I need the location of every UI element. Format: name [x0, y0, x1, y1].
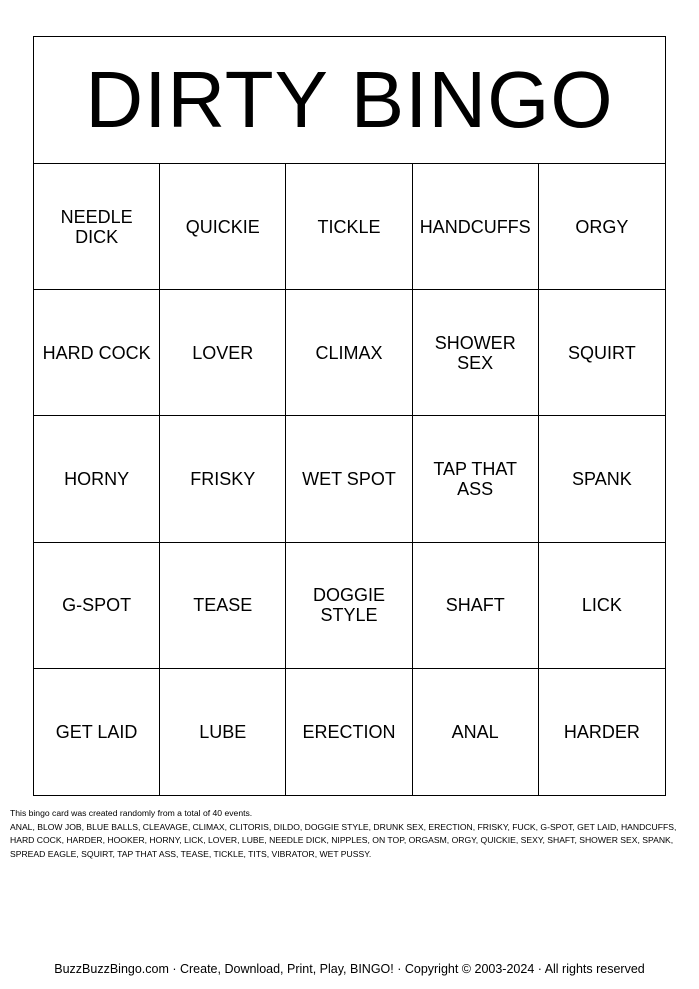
bingo-cell [34, 416, 160, 542]
bingo-cell [413, 669, 539, 795]
event-list: ANAL, BLOW JOB, BLUE BALLS, CLEAVAGE, CLIMAX, CLITORIS, DILDO, DOGGIE STYLE, DRUNK SEX, ERECTION, FRISKY, FUCK, G-SPOT, GET LAID, HANDCUFFS, HARD COCK, HARDER, HOOKER, HORNY, LICK, LOVER, LUBE, NEEDLE DICK, NIPPLES, ON TOP, ORGASM, ORGY, QUICKIE, SEXY, SHAFT, SHOWER SEX, SPANK, SPREAD EAGLE, SQUIRT, TAP THAT ASS, TEASE, TICKLE, TITS, VIBRATOR, WET PUSSY. [10, 821, 677, 859]
bingo-cell [413, 416, 539, 542]
card-info [10, 807, 692, 861]
bingo-cell [34, 669, 160, 795]
bingo-cell-text: QUICKIE [185, 216, 260, 237]
bingo-cell-text: TEASE [193, 595, 253, 616]
bingo-cell-text: ORGY [575, 216, 629, 237]
bingo-cell [160, 416, 286, 542]
bingo-cell [34, 164, 160, 290]
bingo-cell-text: ANAL [451, 721, 499, 742]
bingo-cell [413, 290, 539, 416]
bingo-cell [413, 543, 539, 669]
bingo-cell [539, 669, 665, 795]
bingo-cell-text: WET SPOT [302, 468, 396, 489]
bingo-cell [286, 669, 412, 795]
bingo-cell [160, 669, 286, 795]
bingo-cell [286, 164, 412, 290]
bingo-card [33, 36, 666, 796]
bingo-cell-text: LOVER [192, 342, 254, 363]
bingo-cell-text: SHAFT [445, 595, 505, 616]
bingo-cell [160, 290, 286, 416]
bingo-cell-text: NEEDLE DICK [60, 206, 133, 247]
bingo-cell-text: LUBE [199, 721, 247, 742]
bingo-title: DIRTY BINGO [85, 55, 614, 144]
bingo-cell-text: LICK [581, 595, 622, 616]
bingo-cell-text: ERECTION [302, 721, 396, 742]
bingo-cell [286, 416, 412, 542]
bingo-cell [413, 164, 539, 290]
bingo-cell [286, 290, 412, 416]
bingo-cell [286, 543, 412, 669]
bingo-cell [539, 290, 665, 416]
bingo-cell-text: HARDER [563, 721, 640, 742]
bingo-cell-text: TICKLE [317, 216, 381, 237]
bingo-cell-text: GET LAID [55, 721, 138, 742]
bingo-cell-text: FRISKY [190, 468, 256, 489]
bingo-cell [539, 416, 665, 542]
bingo-cell [160, 164, 286, 290]
bingo-cell-text: SHOWER SEX [434, 332, 516, 373]
bingo-cell-text: HANDCUFFS [419, 216, 531, 237]
bingo-cell-text: SPANK [572, 468, 632, 489]
bingo-cell-text: HARD COCK [42, 342, 151, 363]
bingo-cell-text: TAP THAT ASS [433, 458, 518, 499]
bingo-cell-text: DOGGIE STYLE [312, 585, 385, 626]
bingo-cell [34, 290, 160, 416]
bingo-cell-text: HORNY [64, 468, 130, 489]
bingo-cell [539, 164, 665, 290]
bingo-cell [34, 543, 160, 669]
bingo-title-row [34, 37, 665, 164]
bingo-cell-text: SQUIRT [568, 342, 636, 363]
bingo-cell-text: G-SPOT [62, 595, 132, 616]
bingo-cell-text: CLIMAX [315, 342, 383, 363]
bingo-cell [160, 543, 286, 669]
card-info-heading: This bingo card was created randomly from a total of 40 events. [10, 808, 253, 818]
page-footer: BuzzBuzzBingo.com · Create, Download, Print, Play, BINGO! · Copyright © 2003-2024 · All rights reserved [54, 962, 645, 976]
bingo-cell [539, 543, 665, 669]
bingo-grid [34, 164, 665, 795]
